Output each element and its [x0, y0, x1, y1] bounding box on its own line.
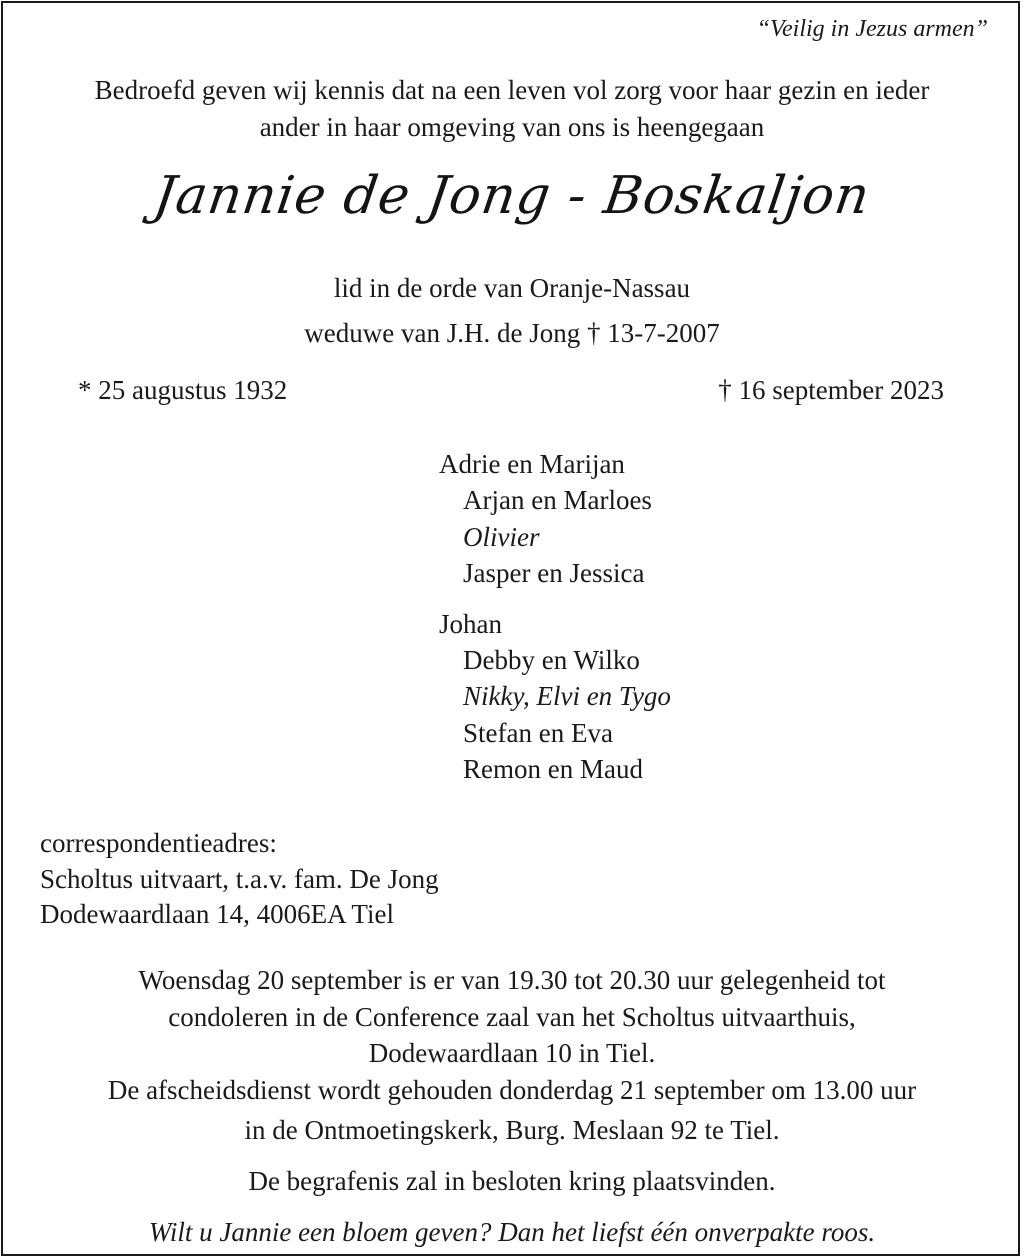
family-member: Olivier [463, 521, 540, 552]
widow-line: weduwe van J.H. de Jong † 13-7-2007 [304, 318, 720, 348]
family-list [439, 446, 671, 788]
service-line-2: condoleren in de Conference zaal van het Scholtus uitvaarthuis, [168, 1002, 856, 1032]
correspondence-label: correspondentieadres: [40, 828, 277, 858]
correspondence-line-1: Scholtus uitvaart, t.a.v. fam. De Jong [40, 863, 439, 894]
announcement-line-2: ander in haar omgeving van ons is heengegaan [259, 112, 765, 142]
family-member: Stefan en Eva [463, 717, 613, 748]
motto-quote: “Veilig in Jezus armen” [756, 16, 988, 42]
family-member: Remon en Maud [463, 754, 643, 784]
service-line-4: De afscheidsdienst wordt gehouden donderdag 21 september om 13.00 uur [107, 1075, 917, 1105]
family-member: Arjan en Marloes [463, 485, 652, 515]
announcement-line-1: Bedroefd geven wij kennis dat na een leven vol zorg voor haar gezin en ieder [94, 75, 930, 105]
deceased-name: Jannie de Jong - Boskaljon [150, 166, 874, 226]
family-group [439, 446, 671, 592]
family-member: Nikky, Elvi en Tygo [463, 681, 671, 711]
family-member: Jasper en Jessica [463, 558, 645, 588]
flower-request: Wilt u Jannie een bloem geven? Dan het liefst één onverpakte roos. [148, 1217, 876, 1247]
service-line-5: in de Ontmoetingskerk, Burg. Meslaan 92 te Tiel. [244, 1115, 780, 1145]
honor-line: lid in de orde van Oranje-Nassau [333, 273, 691, 303]
service-line-1: Woensdag 20 september is er van 19.30 tot 20.30 uur gelegenheid tot [138, 965, 886, 995]
correspondence-address [40, 826, 439, 933]
burial-note: De begrafenis zal in besloten kring plaatsvinden. [248, 1166, 776, 1196]
service-line-3: Dodewaardlaan 10 in Tiel. [368, 1038, 656, 1068]
family-member: Debby en Wilko [463, 644, 640, 675]
correspondence-line-2: Dodewaardlaan 14, 4006EA Tiel [40, 899, 394, 929]
family-head: Johan [439, 608, 502, 639]
death-date: † 16 september 2023 [718, 375, 944, 405]
family-head: Adrie en Marijan [439, 449, 625, 479]
birth-date: * 25 augustus 1932 [78, 375, 288, 405]
family-group [439, 606, 671, 788]
